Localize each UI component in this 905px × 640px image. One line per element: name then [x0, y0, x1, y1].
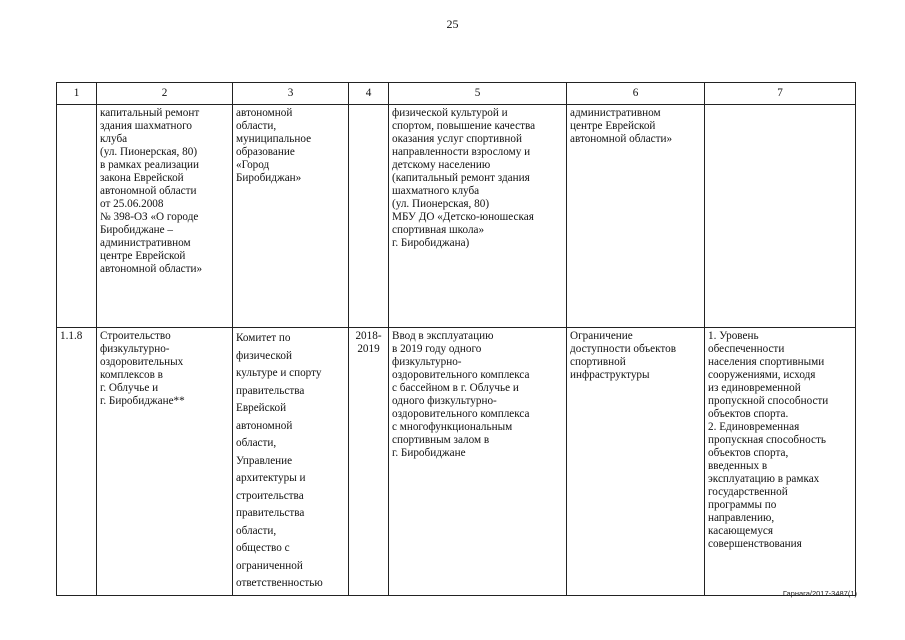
column-header: 5 [389, 83, 567, 105]
table-cell [57, 328, 97, 596]
table-cell [705, 105, 856, 328]
table-row [57, 328, 856, 596]
period-text: 2018- 2019 [355, 330, 382, 355]
program-table [56, 82, 856, 596]
column-header: 6 [567, 83, 705, 105]
table-cell [233, 105, 349, 328]
cell-text: Ввод в эксплуатацию в 2019 году одного физкультурно- оздоровительного комплекса с бассейном в г. Облучье и одного физкультурно- оздоровительного комплекса с многофункциональным спортивным залом в г. Биробиджане [392, 330, 530, 459]
table-cell [705, 328, 856, 596]
footer-code: Гарнага/2017-3487(1) [782, 589, 857, 598]
table-cell [389, 105, 567, 328]
table-cell [97, 105, 233, 328]
table-cell [97, 328, 233, 596]
cell-text: капитальный ремонт здания шахматного клуба (ул. Пионерская, 80) в рамках реализации закона Еврейской автономной области от 25.06.2008 № 398-ОЗ «О городе Биробиджане – административном центре Еврейской автономной области» [100, 107, 203, 275]
table-cell [349, 105, 389, 328]
column-header: 2 [97, 83, 233, 105]
item-number: 1.1.8 [60, 330, 83, 342]
table-header-row [57, 83, 856, 105]
table-cell [389, 328, 567, 596]
cell-text: автономной области, муниципальное образование «Город Биробиджан» [236, 107, 312, 184]
table-cell [567, 328, 705, 596]
table-cell [57, 105, 97, 328]
cell-text: административном центре Еврейской автономной области» [570, 107, 673, 145]
table-row [57, 105, 856, 328]
table-cell [567, 105, 705, 328]
column-header: 4 [349, 83, 389, 105]
column-header: 1 [57, 83, 97, 105]
table-cell [349, 328, 389, 596]
column-header: 3 [233, 83, 349, 105]
column-header: 7 [705, 83, 856, 105]
table-cell [233, 328, 349, 596]
page-number: 25 [446, 17, 459, 31]
cell-text: Комитет по физической культуре и спорту правительства Еврейской автономной области, Управление архитектуры и строительства правительства области, общество с ограниченной ответственностью [236, 332, 323, 589]
cell-text: Ограничение доступности объектов спортивной инфраструктуры [570, 330, 677, 381]
cell-text: 1. Уровень обеспеченности населения спортивными сооружениями, исходя из единовременной пропускной способности объектов спорта. 2. Единовременная пропускная способность объектов спорта, введенных в эксплуатацию в рамках государственной программы по направлению, касающемуся совершенствования [708, 330, 829, 550]
cell-text: Строительство физкультурно- оздоровительных комплексов в г. Облучье и г. Биробиджане** [100, 330, 185, 407]
cell-text: физической культурой и спортом, повышение качества оказания услуг спортивной направленности взрослому и детскому населению (капитальный ремонт здания шахматного клуба (ул. Пионерская, 80) МБУ ДО «Детско-юношеская спортивная школа» г. Биробиджана) [392, 107, 536, 249]
